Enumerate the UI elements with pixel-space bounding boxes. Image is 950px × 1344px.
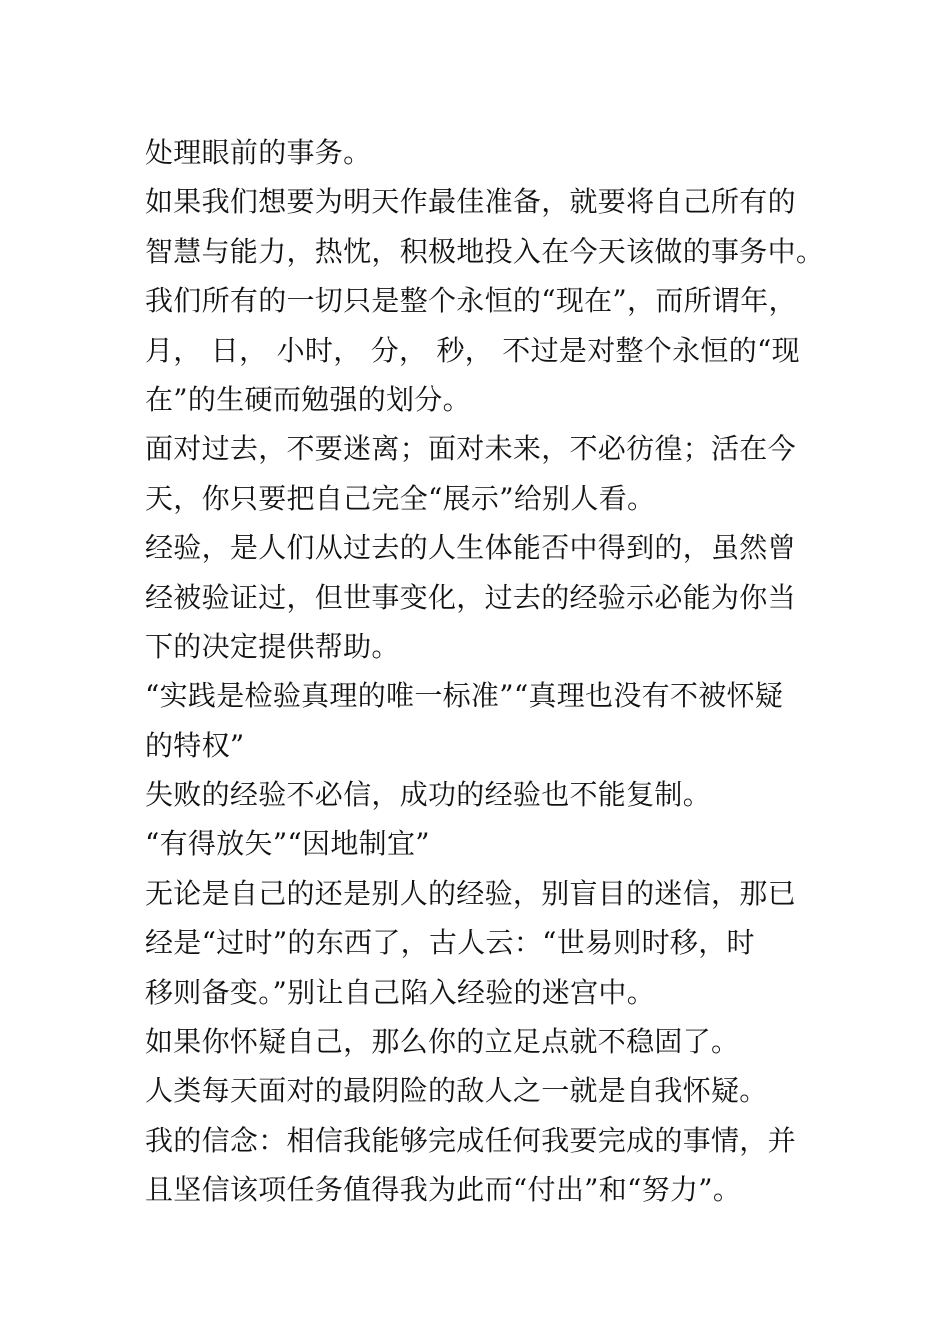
text-line: 我们所有的一切只是整个永恒的“现在”，而所谓年，: [145, 284, 797, 318]
text-line: “实践是检验真理的唯一标准”“真理也没有不被怀疑: [145, 679, 784, 713]
text-line: 在”的生硬而勉强的划分。: [145, 382, 471, 416]
text-line: 经是“过时”的东西了，古人云：“世易则时移，时: [145, 926, 755, 960]
text-line: 处理眼前的事务。: [145, 136, 372, 169]
text-line: 下的决定提供帮助。: [145, 629, 400, 663]
text-line: 月， 日， 小时， 分， 秒， 不过是对整个永恒的“现: [145, 333, 800, 367]
text-line: 失败的经验不必信，成功的经验也不能复制。: [145, 778, 712, 812]
text-line: 经验，是人们从过去的人生体能否中得到的，虽然曾: [145, 531, 796, 565]
text-line: 如果你怀疑自己，那么你的立足点就不稳固了。: [145, 1025, 740, 1059]
text-line: 经被验证过，但世事变化，过去的经验示必能为你当: [145, 580, 796, 614]
text-line: 人类每天面对的最阴险的敌人之一就是自我怀疑。: [145, 1074, 768, 1108]
text-line: 且坚信该项任务值得我为此而“付出”和“努力”。: [145, 1173, 742, 1207]
text-line: 智慧与能力，热忱，积极地投入在今天该做的事务中。: [145, 234, 825, 268]
text-line: 的特权”: [145, 728, 245, 762]
text-line: “有得放矢”“因地制宜”: [145, 827, 430, 861]
body-text: [145, 128, 825, 1215]
text-line: 如果我们想要为明天作最佳准备，就要将自己所有的: [145, 185, 796, 219]
text-line: 移则备变。”别让自己陷入经验的迷宫中。: [145, 975, 656, 1009]
text-line: 我的信念：相信我能够完成任何我要完成的事情，并: [145, 1123, 796, 1157]
text-line: 无论是自己的还是别人的经验，别盲目的迷信，那已: [145, 876, 796, 910]
text-line: 面对过去，不要迷离；面对未来，不必彷徨；活在今: [145, 432, 796, 466]
text-line: 天，你只要把自己完全“展示”给别人看。: [145, 481, 656, 515]
